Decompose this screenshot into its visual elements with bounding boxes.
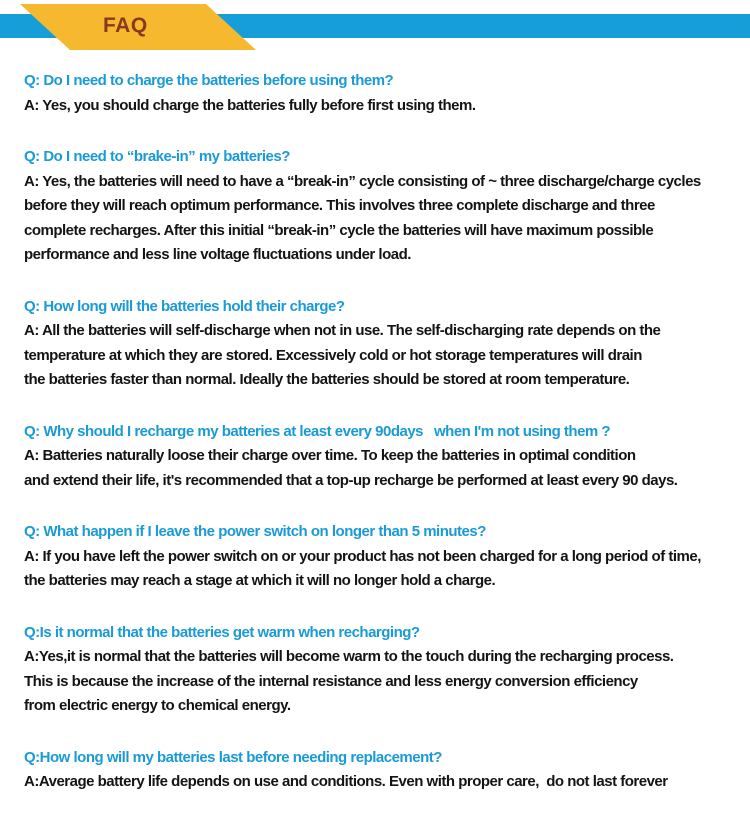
faq-answer-line: complete recharges. After this initial “break-in” cycle the batteries will have maximum possible: [24, 221, 654, 239]
faq-question: Q: Do I need to “brake-in” my batteries?: [24, 148, 290, 165]
faq-answer-line: A: If you have left the power switch on or your product has not been charged for a long period of time,: [24, 547, 701, 565]
faq-answer-line: A: Batteries naturally loose their charge over time. To keep the batteries in optimal condition: [24, 447, 636, 464]
faq-answer-line: A: Yes, the batteries will need to have a “break-in” cycle consisting of ~ three discharge/charge cycles: [24, 172, 701, 190]
faq-answer-line: and extend their life, it's recommended that a top-up recharge be performed at least every 90 days.: [24, 471, 678, 489]
faq-answer-line: A: Yes, you should charge the batteries fully before first using them.: [24, 96, 476, 114]
faq-list: [24, 69, 734, 822]
faq-question: Q: Why should I recharge my batteries at least every 90days when I'm not using them ?: [24, 422, 611, 440]
faq-answer-line: A:Average battery life depends on use and conditions. Even with proper care, do not last forever: [24, 773, 668, 790]
faq-answer-line: before they will reach optimum performance. This involves three complete discharge and three: [24, 197, 655, 214]
faq-answer-line: from electric energy to chemical energy.: [24, 697, 291, 714]
page-title: FAQ: [103, 14, 148, 37]
faq-question: Q: What happen if I leave the power switch on longer than 5 minutes?: [24, 523, 486, 540]
faq-item: [24, 145, 734, 268]
faq-answer-line: performance and less line voltage fluctuations under load.: [24, 246, 411, 263]
faq-item: [24, 420, 734, 494]
faq-question: Q:Is it normal that the batteries get warm when recharging?: [24, 623, 420, 641]
faq-banner: [0, 0, 750, 50]
faq-answer-line: the batteries faster than normal. Ideally the batteries should be stored at room temperature.: [24, 371, 630, 388]
faq-answer-line: A:Yes,it is normal that the batteries will become warm to the touch during the recharging process.: [24, 648, 674, 665]
faq-answer-line: This is because the increase of the internal resistance and less energy conversion efficiency: [24, 672, 638, 690]
faq-question: Q:How long will my batteries last before needing replacement?: [24, 748, 442, 766]
faq-item: [24, 746, 734, 795]
faq-item: [24, 295, 734, 393]
faq-question: Q: Do I need to charge the batteries before using them?: [24, 72, 394, 89]
faq-item: [24, 69, 734, 118]
faq-item: [24, 621, 734, 719]
faq-answer-line: the batteries may reach a stage at which it will no longer hold a charge.: [24, 572, 496, 589]
faq-item: [24, 520, 734, 594]
faq-answer-line: A: All the batteries will self-discharge when not in use. The self-discharging rate depends on the: [24, 322, 661, 339]
faq-answer-line: temperature at which they are stored. Excessively cold or hot storage temperatures will drain: [24, 346, 642, 364]
faq-question: Q: How long will the batteries hold their charge?: [24, 297, 345, 315]
